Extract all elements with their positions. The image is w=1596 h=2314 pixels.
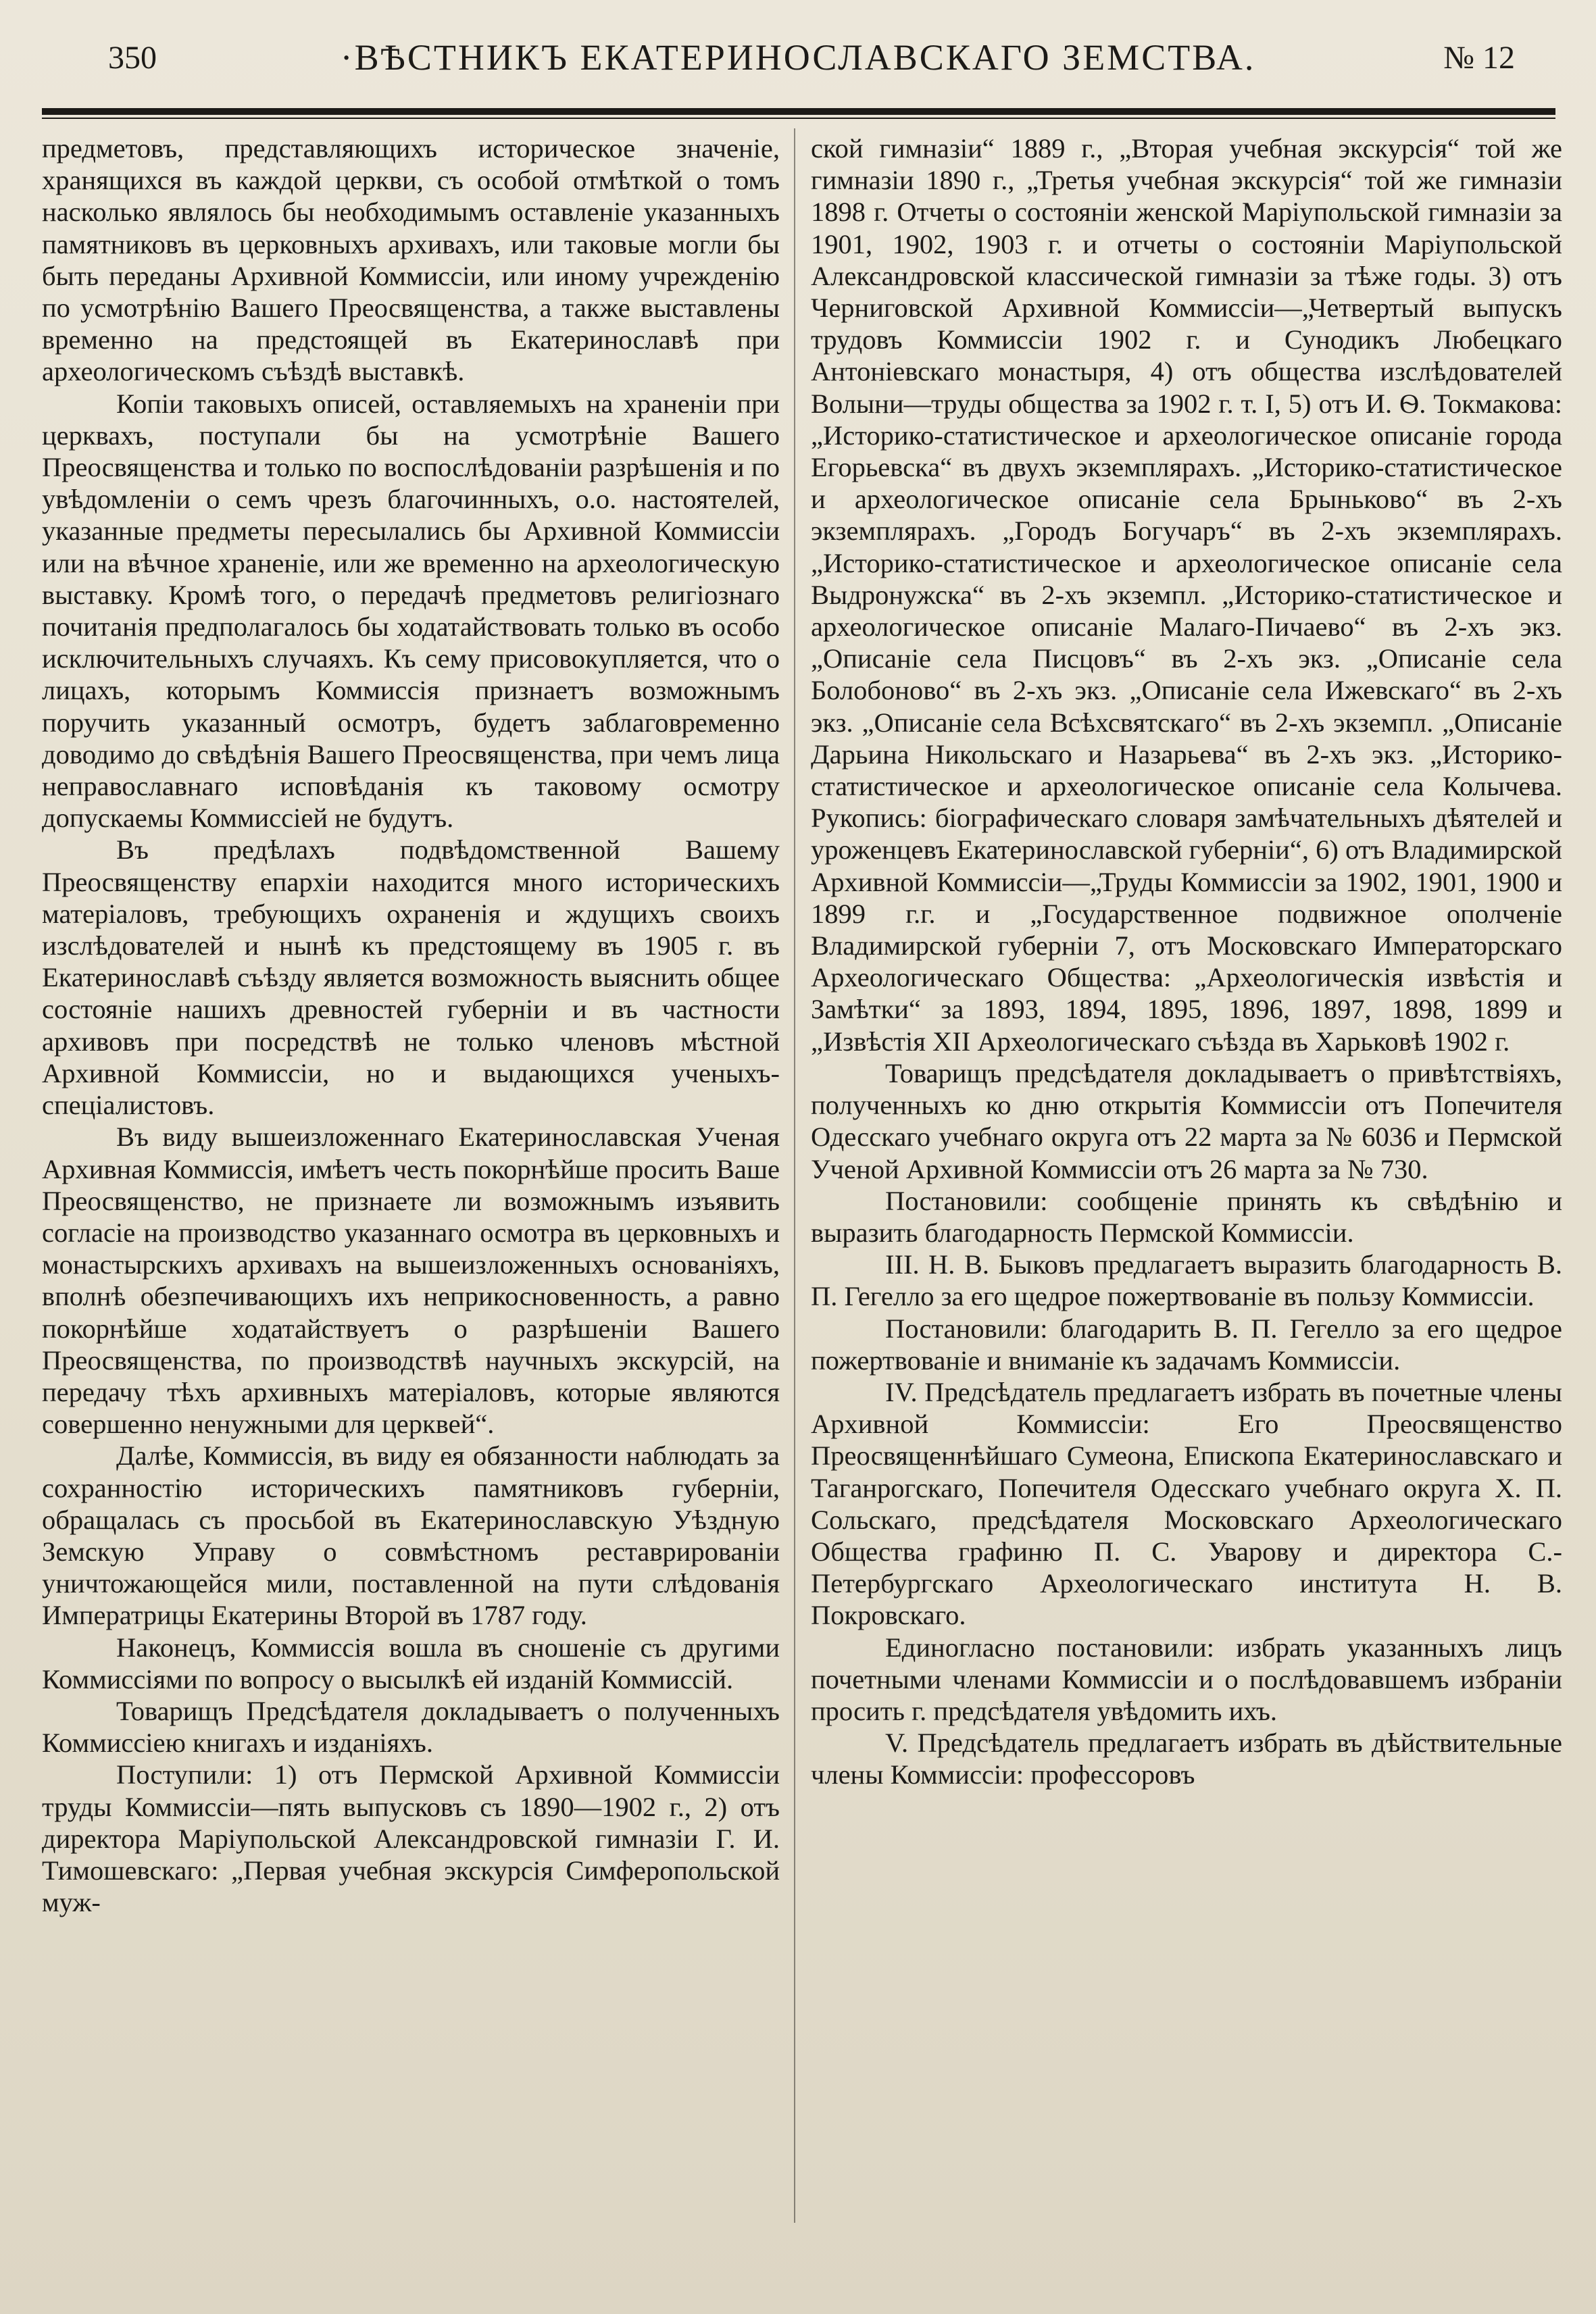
header-rule [42, 108, 1555, 115]
paragraph: Единогласно постановили: избрать указанныхъ лицъ почетными членами Коммиссіи и о послѣдовавшемъ избраніи просить г. предсѣдателя увѣдомить ихъ. [811, 1632, 1562, 1726]
paragraph: Поступили: 1) отъ Пермской Архивной Коммиссіи труды Коммиссіи—пять выпусковъ съ 1890—1902 г., 2) отъ директора Маріупольской Александровской гимназіи Г. И. Тимошевскаго: „Первая учебная экскурсія Симферопольской муж- [42, 1759, 780, 1918]
paragraph: предметовъ, представляющихъ историческое значеніе, хранящихся въ каждой церкви, съ особой отмѣткой о томъ насколько являлось бы необходимымъ оставленіе указанныхъ памятниковъ въ церковныхъ архивахъ, или таковые могли бы быть переданы Архивной Коммиссіи, или иному учрежденію по усмотрѣнію Вашего Преосвященства, а также выставлены временно на предстоящей въ Екатеринославѣ при археологическомъ съѣздѣ выставкѣ. [42, 133, 780, 387]
paragraph: Товарищъ предсѣдателя докладываетъ о привѣтствіяхъ, полученныхъ ко дню открытія Коммиссіи отъ Попечителя Одесскаго учебнаго округа отъ 22 марта за № 6036 и Пермской Ученой Архивной Коммиссіи отъ 26 марта за № 730. [811, 1057, 1562, 1184]
issue-number: № 12 [1443, 39, 1515, 76]
column-divider [794, 128, 795, 2223]
page-header [41, 27, 1549, 88]
header-rule-thin [42, 118, 1555, 119]
paragraph: Далѣе, Коммиссія, въ виду ея обязанности наблюдать за сохранностію историческихъ памятниковъ губерніи, обращалась съ просьбой въ Екатеринославскую Уѣздную Земскую Управу о совмѣстномъ реставрированіи уничтожающейся мили, поставленной на пути слѣдованія Императрицы Екатерины Второй въ 1787 году. [42, 1440, 780, 1631]
paragraph: Постановили: благодарить В. П. Гегелло за его щедрое пожертвованіе и вниманіе къ задачамъ Коммиссіи. [811, 1313, 1562, 1376]
paragraph: Наконецъ, Коммиссія вошла въ сношеніе съ другими Коммиссіями по вопросу о высылкѣ ей изданій Коммиссій. [42, 1632, 780, 1694]
paragraph: V. Предсѣдатель предлагаетъ избрать въ дѣйствительные члены Коммиссіи: профессоровъ [811, 1728, 1562, 1790]
paragraph: Въ виду вышеизложеннаго Екатеринославская Ученая Архивная Коммиссія, имѣетъ честь покорнѣйше просить Ваше Преосвященство, не признаете ли возможнымъ изъявить согласіе на производство указаннаго осмотра въ церковныхъ и монастырскихъ архивахъ на вышеизложенныхъ основаніяхъ, вполнѣ обезпечивающихъ ихъ неприкосновенность, а равно покорнѣйше ходатайствуетъ о разрѣшеніи Вашего Преосвященства, по производствѣ научныхъ экскурсій, на передачу тѣхъ архивныхъ матеріаловъ, которые являются совершенно ненужными для церквей“. [42, 1122, 780, 1440]
paragraph: Въ предѣлахъ подвѣдомственной Вашему Преосвященству епархіи находится много историческихъ матеріаловъ, требующихъ охраненія и ждущихъ своихъ изслѣдователей и нынѣ къ предстоящему въ 1905 г. въ Екатеринославѣ съѣзду является возможность выяснить общее состояніе нашихъ древностей губерніи и въ частности архивовъ при посредствѣ не только членовъ мѣстной Архивной Коммиссіи, но и выдающихся ученыхъ-спеціалистовъ. [42, 834, 780, 1121]
paragraph: ской гимназіи“ 1889 г., „Вторая учебная экскурсія“ той же гимназіи 1890 г., „Третья учебная экскурсія“ той же гимназіи 1898 г. Отчеты о состояніи женской Маріупольской гимназіи за 1901, 1902, 1903 г. и отчеты о состояніи Маріупольской Александровской классической гимназіи за тѣже годы. 3) отъ Черниговской Архивной Коммиссіи—„Четвертый выпускъ трудовъ Коммиссіи 1902 г. и Сунодикъ Любецкаго Антоніевскаго монастыря, 4) отъ общества изслѣдователей Волыни—труды общества за 1902 г. т. I, 5) отъ И. Ѳ. Токмакова: „Историко-статистическое и археологическое описаніе города Егорьевска“ въ двухъ экземплярахъ. „Историко-статистическое и археологическое описаніе села Брыньково“ въ 2-хъ экземплярахъ. „Городъ Богучаръ“ въ 2-хъ экземплярахъ. „Историко-статистическое и археологическое описаніе села Выдронужска“ въ 2-хъ экземпл. „Историко-статистическое и археологическое описаніе Малаго-Пичаево“ въ 2-хъ экз. „Описаніе села Писцовъ“ въ 2-хъ экз. „Описаніе села Болобоново“ въ 2-хъ экз. „Описаніе села Ижевскаго“ въ 2-хъ экз. „Описаніе села Всѣхсвятскаго“ въ 2-хъ экземпл. „Описаніе Дарьина Никольскаго и Назарьева“ въ 2-хъ экз. „Историко-статистическое и археологическое описаніе села Колычева. Рукопись: біографическаго словаря замѣчательныхъ дѣятелей и уроженцевъ Екатеринославской губерніи“, 6) отъ Владимирской Архивной Коммиссіи—„Труды Коммиссіи за 1902, 1901, 1900 и 1899 г.г. и „Государственное подвижное ополченіе Владимирской губерніи 7, отъ Московскаго Императорскаго Археологическаго Общества: „Археологическія извѣстія и Замѣтки“ за 1893, 1894, 1895, 1896, 1897, 1898, 1899 и „Извѣстія XII Археологическаго съѣзда въ Харьковѣ 1902 г. [811, 133, 1562, 1057]
paragraph: Копіи таковыхъ описей, оставляемыхъ на храненіи при церквахъ, поступали бы на усмотрѣніе Вашего Преосвященства и только по воспослѣдованіи разрѣшенія и по увѣдомленіи о семъ чрезъ благочинныхъ, о.о. настоятелей, указанные предметы пересылались бы Архивной Коммиссіи или на вѣчное храненіе, или же временно на археологическую выставку. Кромѣ того, о передачѣ предметовъ религіознаго почитанія предполагалось бы ходатайствовать только въ особо исключительныхъ случаяхъ. Къ сему присовокупляется, что о лицахъ, которымъ Коммиссія признаетъ возможнымъ поручить указанный осмотръ, будетъ заблаговременно доводимо до свѣдѣнія Вашего Преосвященства, при чемъ лица неправославнаго исповѣданія къ таковому осмотру допускаемы Коммиссіей не будутъ. [42, 388, 780, 834]
paragraph: Товарищъ Предсѣдателя докладываетъ о полученныхъ Коммиссіею книгахъ и изданіяхъ. [42, 1695, 780, 1759]
right-column [811, 132, 1562, 2281]
page-number: 350 [108, 39, 157, 76]
paragraph: Постановили: сообщеніе принять къ свѣдѣнію и выразить благодарность Пермской Коммиссіи. [811, 1185, 1562, 1248]
paragraph: IV. Предсѣдатель предлагаетъ избрать въ почетные члены Архивной Коммиссіи: Его Преосвященство Преосвященнѣйшаго Сумеона, Епископа Екатеринославскаго и Таганрогскаго, Попечителя Одесскаго учебнаго округа Х. П. Сольскаго, предсѣдателя Московскаго Археологическаго Общества графиню П. С. Уварову и директора С.-Петербургскаго Археологическаго института Н. В. Покровскаго. [811, 1376, 1562, 1631]
left-column [42, 132, 780, 2281]
journal-title: ·ВѢСТНИКЪ ЕКАТЕРИНОСЛАВСКАГО ЗЕМСТВА. [340, 37, 1256, 78]
paragraph: III. Н. В. Быковъ предлагаетъ выразить благодарность В. П. Гегелло за его щедрое пожертвованіе въ пользу Коммиссіи. [811, 1249, 1562, 1312]
